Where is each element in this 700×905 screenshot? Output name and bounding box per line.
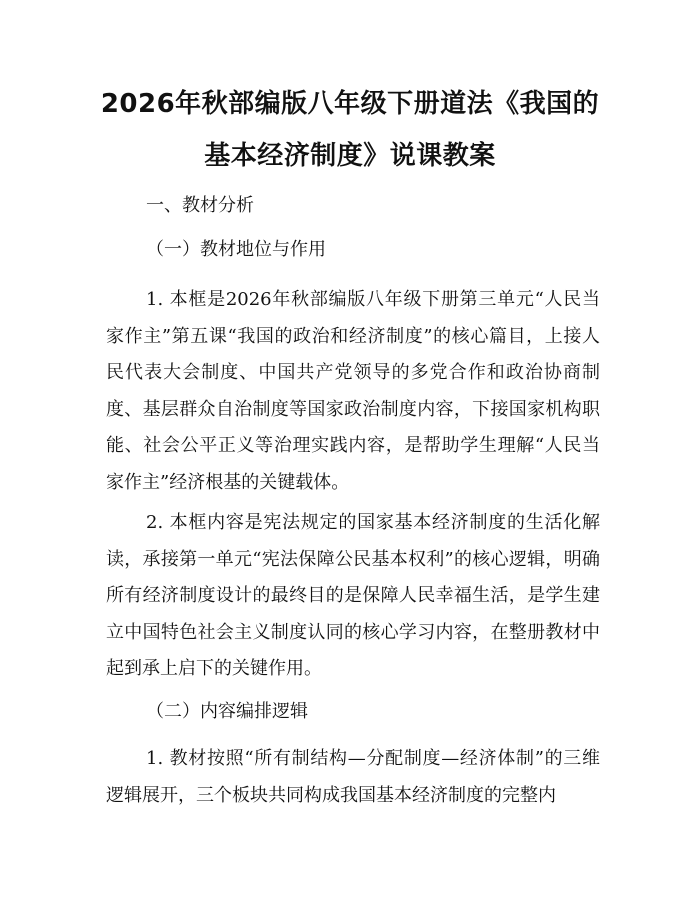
paragraph-1: 1. 本框是2026年秋部编版八年级下册第三单元“人民当家作主”第五课“我国的政治和经济制度”的核心篇目，上接人民代表大会制度、中国共产党领导的多党合作和政治协商制度、基层群众自治制度等国家政治制度内容，下接国家机构职能、社会公平正义等治理实践内容，是帮助学生理解“人民当家作主”经济根基的关键载体。 [106,289,600,493]
subsection-heading-content-logic: （二）内容编排逻辑 [146,701,308,722]
paragraph-3: 1. 教材按照“所有制结构—分配制度—经济体制”的三维逻辑展开，三个板块共同构成我国基本经济制度的完整内 [106,748,600,806]
document-title: 2026年秋部编版八年级下册道法《我国的基本经济制度》说课教案 [100,89,600,171]
section-heading-teaching-material-analysis: 一、教材分析 [146,195,254,216]
subsection-heading-position-and-role: （一）教材地位与作用 [146,239,326,260]
paragraph-2: 2. 本框内容是宪法规定的国家基本经济制度的生活化解读，承接第一单元“宪法保障公民基本权利”的核心逻辑，明确所有经济制度设计的最终目的是保障人民幸福生活，是学生建立中国特色社会主义制度认同的核心学习内容，在整册教材中起到承上启下的关键作用。 [106,512,600,679]
